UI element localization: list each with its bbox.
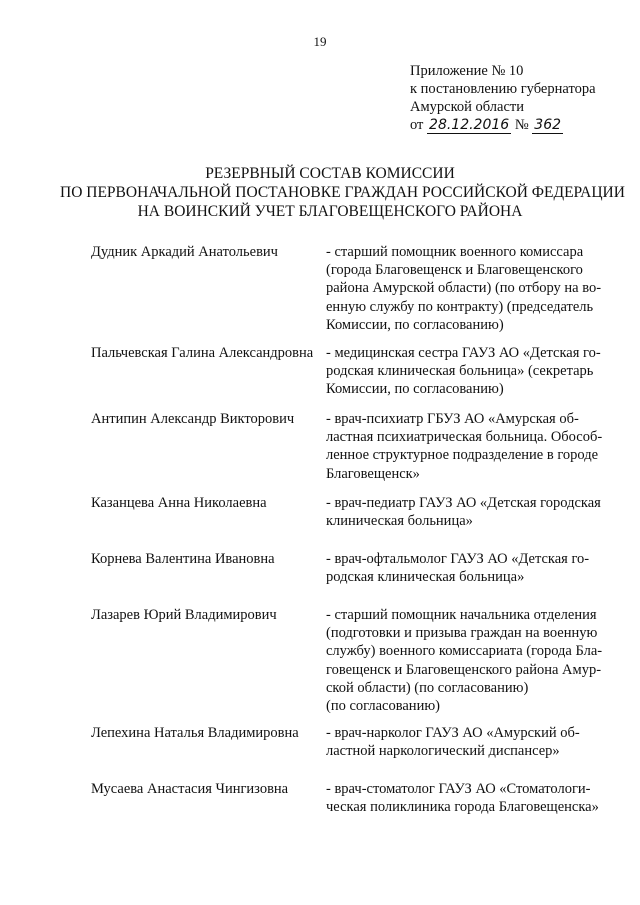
title-line-3: НА ВОИНСКИЙ УЧЕТ БЛАГОВЕЩЕНСКОГО РАЙОНА — [137, 203, 523, 220]
role-line: - старший помощник военного комиссара — [326, 244, 584, 260]
member-role — [326, 606, 604, 715]
member-name: Мусаева Анастасия Чингизовна — [91, 781, 289, 797]
document-title — [60, 164, 625, 221]
role-line: родская клиническая больница» — [326, 569, 525, 586]
appendix-line-1: Приложение № 10 — [410, 63, 524, 79]
role-line: енную службу по контракту) (председатель — [326, 298, 594, 315]
role-line: ленное структурное подразделение в городе — [326, 447, 599, 464]
member-entry — [91, 410, 604, 494]
member-role — [326, 550, 604, 586]
member-entry — [91, 606, 604, 724]
role-line: ской области) (по согласованию) — [326, 679, 529, 696]
role-line: ластная психиатрическая больница. Обособ- — [326, 429, 603, 446]
member-entry — [91, 344, 604, 410]
member-entry — [91, 243, 604, 344]
member-name: Пальчевская Галина Александровна — [91, 345, 314, 361]
member-name: Дудник Аркадий Анатольевич — [91, 244, 278, 260]
role-line: - врач-офтальмолог ГАУЗ АО «Детская го- — [326, 551, 590, 567]
role-line: говещенск и Благовещенского района Амур- — [326, 661, 602, 678]
members-list — [91, 243, 604, 820]
member-entry — [91, 724, 604, 780]
member-role — [326, 410, 604, 483]
role-line: - врач-стоматолог ГАУЗ АО «Стоматологи- — [326, 781, 591, 797]
member-name: Лепехина Наталья Владимировна — [91, 725, 299, 741]
member-role — [326, 780, 604, 816]
role-line: - старший помощник начальника отделения — [326, 607, 597, 623]
role-line: ластной наркологический диспансер» — [326, 743, 560, 760]
role-line: Комиссии, по согласованию) — [326, 381, 504, 398]
appendix-date-line — [410, 116, 620, 134]
member-entry — [91, 494, 604, 550]
member-name: Антипин Александр Викторович — [91, 411, 295, 427]
appendix-block — [410, 62, 620, 134]
role-line: Комиссии, по согласованию) — [326, 316, 504, 333]
role-line: Благовещенск» — [326, 465, 420, 482]
member-name: Лазарев Юрий Владимирович — [91, 607, 277, 623]
title-line-2: ПО ПЕРВОНАЧАЛЬНОЙ ПОСТАНОВКЕ ГРАЖДАН РОССИЙСКОЙ ФЕДЕРАЦИИ — [60, 184, 625, 201]
handwritten-date: 28.12.2016 — [429, 117, 510, 133]
role-line: - врач-нарколог ГАУЗ АО «Амурский об- — [326, 725, 580, 741]
role-line: района Амурской области) (по отбору на во- — [326, 280, 602, 297]
page-number: 19 — [313, 34, 327, 49]
role-line: клиническая больница» — [326, 513, 473, 530]
role-line: родская клиническая больница» (секретарь — [326, 363, 594, 380]
number-prefix: № — [514, 117, 529, 133]
role-line: (подготовки и призыва граждан на военную — [326, 625, 598, 642]
title-line-1: РЕЗЕРВНЫЙ СОСТАВ КОМИССИИ — [205, 165, 455, 182]
member-name: Казанцева Анна Николаевна — [91, 495, 267, 511]
appendix-line-2: к постановлению губернатора — [410, 81, 596, 97]
member-role — [326, 243, 604, 334]
role-line: (по согласованию) — [326, 698, 440, 715]
member-role — [326, 724, 604, 760]
role-line: - врач-педиатр ГАУЗ АО «Детская городская — [326, 495, 601, 511]
role-line: ческая поликлиника города Благовещенска» — [326, 799, 599, 816]
role-line: службу) военного комиссариата (города Бла- — [326, 643, 603, 660]
handwritten-number: 362 — [534, 117, 562, 133]
role-line: - медицинская сестра ГАУЗ АО «Детская го- — [326, 345, 601, 361]
member-entry — [91, 550, 604, 606]
member-name: Корнева Валентина Ивановна — [91, 551, 275, 567]
member-role — [326, 344, 604, 399]
appendix-line-3: Амурской области — [410, 99, 524, 115]
member-entry — [91, 780, 604, 820]
role-line: (города Благовещенск и Благовещенского — [326, 262, 583, 279]
member-role — [326, 494, 604, 530]
role-line: - врач-психиатр ГБУЗ АО «Амурская об- — [326, 411, 579, 427]
date-prefix: от — [410, 117, 424, 133]
